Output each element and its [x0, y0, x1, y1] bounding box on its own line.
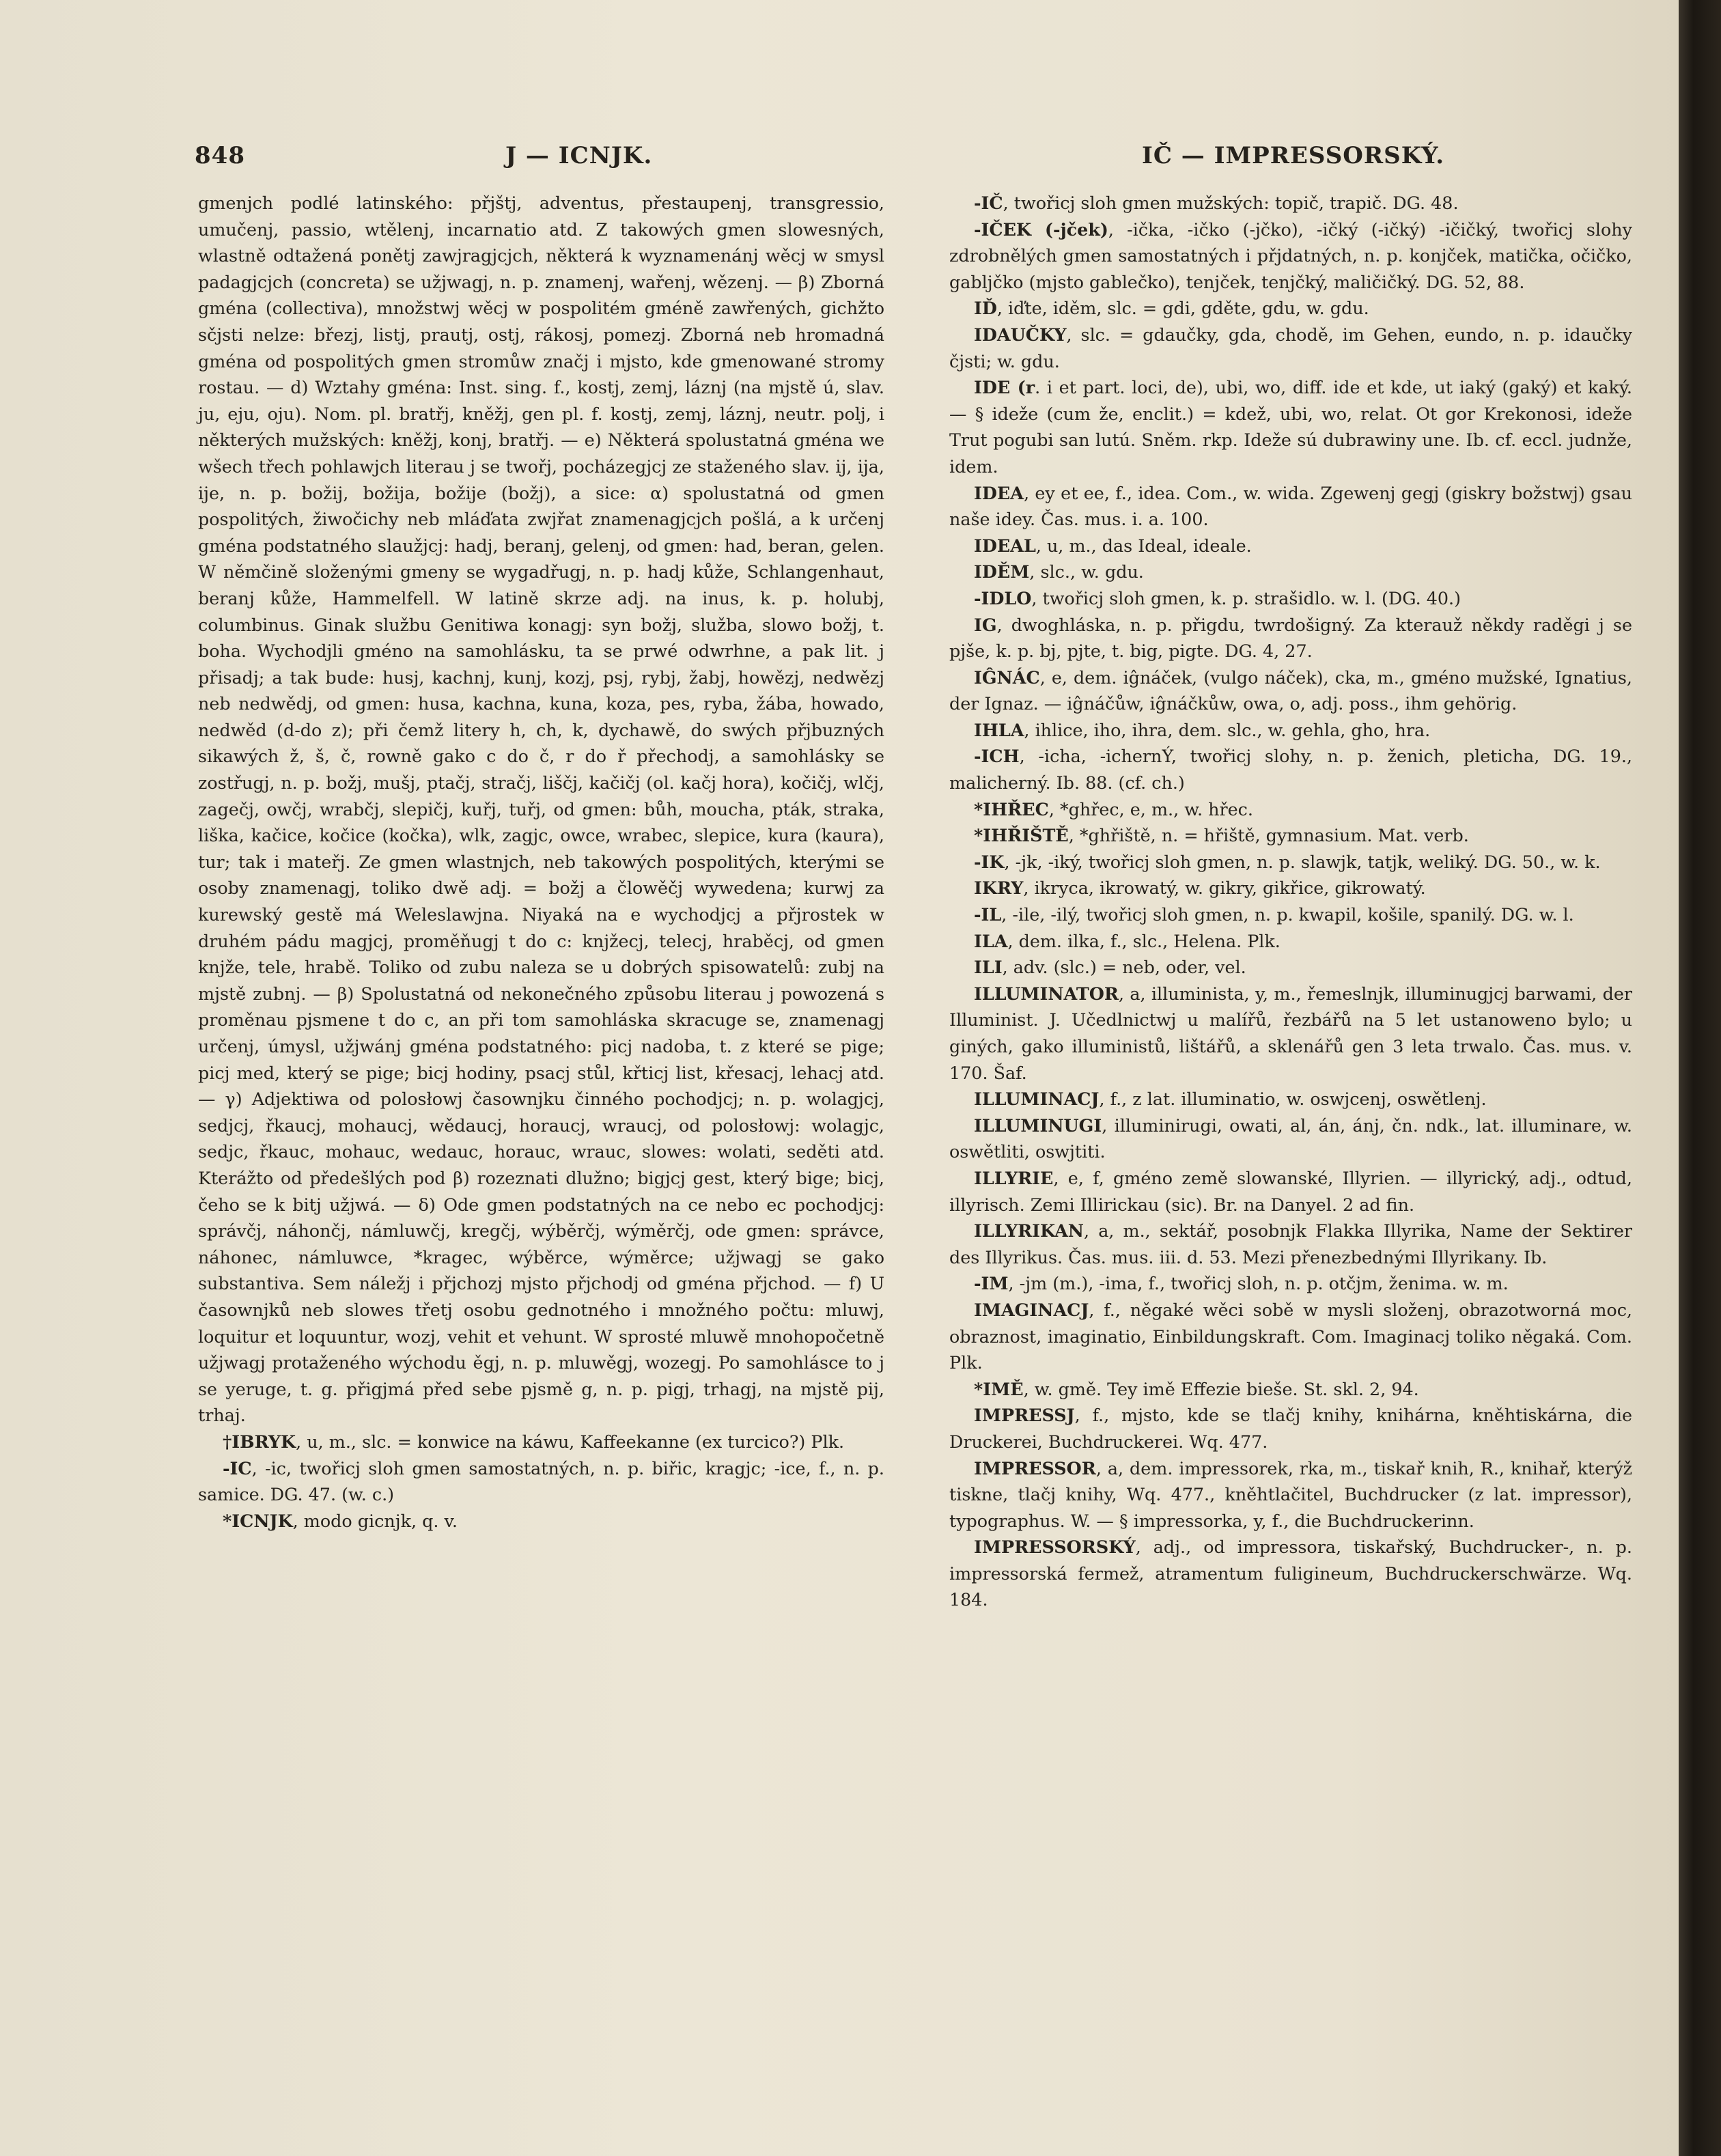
- headword: -IK: [974, 851, 1005, 872]
- headword: -IDLO: [974, 587, 1032, 608]
- left-column: [198, 190, 884, 1534]
- headword: IG: [974, 614, 997, 635]
- right-column: [949, 190, 1632, 1613]
- headword: *ICNJK: [223, 1510, 293, 1531]
- entry-impressor: IMPRESSOR, a, dem. impressorek, rka, m., tiskař knih, R., knihař, kterýž tiskne, tlačj knihy, Wq. 477., kněhtlačitel, Buchdrucker (z lat. impressor), typographus. W. — § impressorka, y, f., die Buchdruckerinn.: [949, 1457, 1632, 1531]
- headword: †IBRYK: [223, 1431, 296, 1452]
- entry-icnjk: *ICNJK, modo gicnjk, q. v.: [223, 1510, 458, 1531]
- entry-il: -IL, -ile, -ilý, twořicj sloh gmen, n. p. kwapil, košile, spanilý. DG. w. l.: [974, 904, 1574, 925]
- headword: IĎ: [974, 298, 997, 319]
- headword: -IČEK (-jček): [974, 219, 1108, 240]
- headword: ILLUMINATOR: [974, 983, 1119, 1004]
- headword: IMPRESSOR: [974, 1457, 1096, 1479]
- headword: -IC: [223, 1457, 252, 1479]
- headword: *IHŘIŠTĚ: [974, 825, 1069, 846]
- entry-ila: ILA, dem. ilka, f., slc., Helena. Plk.: [974, 930, 1281, 951]
- entry-ime: *IMĚ, w. gmě. Tey imě Effezie bieše. St. skl. 2, 94.: [974, 1378, 1419, 1399]
- page-number: 848: [195, 142, 245, 169]
- entry-ideal: IDEAL, u, m., das Ideal, ideale.: [974, 535, 1252, 556]
- right-running-title: IČ — IMPRESSORSKÝ.: [1142, 142, 1445, 169]
- entry-ihla: IHLA, ihlice, iho, ihra, dem. slc., w. gehla, gho, hra.: [974, 719, 1431, 740]
- entry-icek: -IČEK (-jček), -ička, -ičko (-jčko), -ičký (-ičký) -ičičký, twořicj slohy zdrobnělých gmen samostatných i přjdatných, n. p. konjček, matička, očičko, gabljčko (mjsto gablečko), tenjček, tenjčký, maličičký. DG. 52, 88.: [949, 219, 1632, 292]
- entry-ide: IDE (r. i et part. loci, de), ubi, wo, diff. ide et kde, ut iaký (gaký) et kaký. — § ideže (cum že, enclit.) = kdež, ubi, wo, relat. Ot gor Krekonosi, ideže Trut pogubi san lutú. Sněm. rkp. Ideže sú dubrawiny une. Ib. cf. eccl. judnže, idem.: [949, 377, 1632, 477]
- entry-illyrie: ILLYRIE, e, f, gméno země slowanské, Illyrien. — illyrický, adj., odtud, illyrisch. Zemi Illirickau (sic). Br. na Danyel. 2 ad fin.: [949, 1167, 1632, 1215]
- entry-idlo: -IDLO, twořicj sloh gmen, k. p. strašidlo. w. l. (DG. 40.): [974, 587, 1461, 608]
- entry-idem: IDĚM, slc., w. gdu.: [974, 561, 1144, 583]
- entry-illuminator: ILLUMINATOR, a, illuminista, y, m., řemeslnjk, illuminugjcj barwami, der Illuminist. J. Učedlnictwj u malířů, řezbářů na 5 let ustanoweno bylo; u giných, gako illuministů, lištářů, a sklenářů gen 3 leta trwalo. Čas. mus. v. 170. Šaf.: [949, 983, 1632, 1083]
- headword: -IL: [974, 904, 1002, 925]
- entry-impressorsky: IMPRESSORSKÝ, adj., od impressora, tiskařský, Buchdrucker-, n. p. impressorská fermež, atramentum fuligineum, Buchdruckerschwärze. Wq. 184.: [949, 1537, 1632, 1610]
- running-header: [0, 142, 1679, 183]
- book-binding-edge: [1679, 0, 1721, 2156]
- entry-ig: IG, dwoghláska, n. p. přigdu, twrdošigný. Za kterauž někdy raděgi j se pjše, k. p. bj, pjte, t. big, pigte. DG. 4, 27.: [949, 614, 1632, 662]
- entry-ik: -IK, -jk, -iký, twořicj sloh gmen, n. p. slawjk, tatjk, weliký. DG. 50., w. k.: [974, 851, 1601, 872]
- entry-imaginacj: IMAGINACJ, f., něgaké wěci sobě w mysli složenj, obrazotworná moc, obraznost, imaginatio, Einbildungskraft. Com. Imaginacj toliko něgaká. Com. Plk.: [949, 1299, 1632, 1373]
- entry-ili: ILI, adv. (slc.) = neb, oder, vel.: [974, 957, 1246, 978]
- headword: IMAGINACJ: [974, 1299, 1089, 1320]
- entry-ikry: IKRY, ikryca, ikrowatý, w. gikry, gikřice, gikrowatý.: [974, 878, 1426, 899]
- headword: -ICH: [974, 746, 1020, 767]
- entry-im: -IM, -jm (m.), -ima, f., twořicj sloh, n. p. otčjm, ženima. w. m.: [974, 1273, 1509, 1294]
- entry-idaucky: IDAUČKY, slc. = gdaučky, gda, chodě, im Gehen, eundo, n. p. idaučky čjsti; w. gdu.: [949, 324, 1632, 372]
- headword: IMPRESSJ: [974, 1405, 1075, 1426]
- headword: ILLYRIE: [974, 1167, 1054, 1188]
- entry-ignac: IĜNÁC, e, dem. iĝnáček, (vulgo náček), cka, m., gméno mužské, Ignatius, der Ignaz. — iĝnáčůw, iĝnáčkůw, owa, o, adj. poss., ihm gehörig.: [949, 667, 1632, 714]
- headword: IHLA: [974, 719, 1024, 740]
- headword: IDEA: [974, 482, 1024, 503]
- headword: IDEAL: [974, 535, 1036, 556]
- headword: IKRY: [974, 878, 1024, 899]
- entry-ibryk: †IBRYK, u, m., slc. = konwice na káwu, Kaffeekanne (ex turcico?) Plk.: [223, 1431, 845, 1452]
- entry-illyrikan: ILLYRIKAN, a, m., sektář, posobnjk Flakka Illyrika, Name der Sektirer des Illyrikus. Čas. mus. iii. d. 53. Mezi přenezbednými Illyrikany. Ib.: [949, 1220, 1632, 1268]
- entry-ic: -IC, -ic, twořicj sloh gmen samostatných, n. p. biřic, kragjc; -ice, f., n. p. samice. DG. 47. (w. c.): [198, 1457, 884, 1505]
- entry-illuminacj: ILLUMINACJ, f., z lat. illuminatio, w. oswjcenj, oswětlenj.: [974, 1089, 1487, 1110]
- headword: ILA: [974, 930, 1008, 951]
- entry-continuation: gmenjch podlé latinského: přjštj, adventus, přestaupenj, transgressio, umučenj, passio, wtělenj, incarnatio atd. Z takowých gmen slowesných, wlastně odtažená ponětj zawjragjcjch, některá k wyznamenánj wěcj w smysl padagjcjch (concreta) se užjwagj, n. p. znamenj, wařenj, wězenj. — β) Zborná gména (collectiva), množstwj wěcj w pospolitém gméně zawřených, gichžto sčjsti nelze: březj, listj, prautj, ostj, rákosj, pomezj. Zborná neb hromadná gména od pospolitých gmen stromůw značj i mjsto, kde gmenowané stromy rostau. — d) Wztahy gména: Inst. sing. f., kostj, zemj, láznj (na mjstě ú, slav. ju, eju, oju). Nom. pl. bratřj, kněžj, gen pl. f. kostj, zemj, láznj, neutr. polj, i některých mužských: kněžj, konj, bratřj. — e) Některá spolustatná gména we wšech třech pohlawjch literau j se twořj, pocházegjcj ze staženého slav. ij, ija, ije, n. p. božij, božija, božije (božj), a sice: α) spolustatná od gmen pospolitých, žiwočichy neb mláďata zwjřat znamenagjcjch pošlá, a k určenj gména podstatného slaužjcj: hadj, beranj, gelenj, od gmen: had, beran, gelen. W němčině složenými gmeny se wygadřugj, n. p. hadj kůže, Schlangenhaut, beranj kůže, Hammelfell. W latině skrze adj. na inus, k. p. holubj, columbinus. Ginak službu Genitiwa konagj: syn božj, služba, slowo božj, t. boha. Wychodjli gméno na samohlásku, ta se prwé odwrhne, a pak lit. j přisadj; a tak bude: husj, kachnj, kunj, kozj, psj, rybj, žabj, howězj, nedwězj neb nedwědj, od gmen: husa, kachna, kuna, koza, pes, ryba, žába, howado, nedwěd (d-do z); při čemž litery h, ch, k, dychawě, do swých přjbuzných sikawých ž, š, č, rowně gako c do č, r do ř přechodj, a samohlásky se zostřugj, n. p. božj, mušj, ptačj, stračj, liščj, kačičj (ol. kačj hora), kočičj, wlčj, zagečj, owčj, wrabčj, slepičj, kuřj, tuřj, od gmen: bůh, moucha, pták, straka, liška, kačice, kočice (kočka), wlk, zagjc, owce, wrabec, slepice, kura (kaura), tur; tak i mateřj. Ze gmen wlastnjch, neb takowých pospolitých, kterými se osoby znamenagj, toliko dwě adj. = božj a člowěčj wywedena; kurwj za kurewský gestě má Weleslawjna. Niyaká na e wychodjcj a přjrostek w druhém pádu magjcj, proměňugj t do c: knjžecj, telecj, hraběcj, od gmen knjže, tele, hrabě. Toliko od zubu naleza se u dobrých spisowatelů: zubj na mjstě zubnj. — β) Spolustatná od nekonečného způsobu literau j powozená s proměnau pjsmene t do c, an při tom samohláska skracuge se, znamenagj určenj, úmysl, užjwánj gména podstatného: picj nadoba, t. z které se pige; picj med, který se pige; bicj hodiny, psacj stůl, křticj list, křesacj, lehacj atd. — γ) Adjektiwa od polosłowj časownjku činného pochodjcj; n. p. wolagjcj, sedjcj, řkaucj, mohaucj, wědaucj, horaucj, wraucj, od polosłowj: wolagjc, sedjc, řkauc, mohauc, wedauc, horauc, wrauc, slowes: wolati, seděti atd. Kterážto od předešlých pod β) rozeznati dlužno; bigjcj gest, který bige; bicj, čeho se k bitj užjwá. — δ) Ode gmen podstatných na ce nebo ec pochodjcj: správčj, náhončj, námluwčj, kregčj, wýběrčj, wýměrčj, ode gmen: správce, náhonec, námluwce, *kragec, wýběrce, wýměrce; užjwagj se gako substantiva. Sem náležj i přjchozj mjsto přjchodj od gména přjchod. — f) U časownjků neb slowes třetj osobu gednotného i množného počtu: mluwj, loquitur et loquuntur, wozj, vehit et vehunt. W sprosté mluwě mnohopočetně užjwagj protaženého wýchodu ěgj, n. p. mluwěgj, wozegj. Po samohlásce to j se yeruge, t. g. přigjmá před sebe pjsmě g, n. p. pigj, trhagj, na mjstě pij, trhaj.: [198, 193, 884, 1426]
- headword: IDĚM: [974, 561, 1030, 583]
- entry-ich: -ICH, -icha, -ichernÝ, twořicj slohy, n. p. ženich, pleticha, DG. 19., malicherný. Ib. 88. (cf. ch.): [949, 746, 1632, 794]
- entry-impressj: IMPRESSJ, f., mjsto, kde se tlačj knihy, knihárna, kněhtiskárna, die Druckerei, Buchdruckerei. Wq. 477.: [949, 1405, 1632, 1452]
- entry-ihrec: *IHŘEC, *ghřec, e, m., w. hřec.: [974, 798, 1253, 820]
- headword: -IM: [974, 1273, 1009, 1294]
- left-running-title: J — ICNJK.: [505, 142, 653, 169]
- headword: *IHŘEC: [974, 798, 1049, 820]
- headword: IMPRESSORSKÝ: [974, 1537, 1136, 1558]
- headword: ILLUMINUGI: [974, 1115, 1102, 1136]
- entry-id: IĎ, iďte, iděm, slc. = gdi, gděte, gdu, w. gdu.: [974, 298, 1369, 319]
- entry-ihriste: *IHŘIŠTĚ, *ghřiště, n. = hřiště, gymnasium. Mat. verb.: [974, 825, 1469, 846]
- headword: IĜNÁC: [974, 667, 1040, 688]
- entry-idea: IDEA, ey et ee, f., idea. Com., w. wida. Zgewenj gegj (giskry božstwj) gsau naše idey. Čas. mus. i. a. 100.: [949, 482, 1632, 530]
- entry-ic-suffix: -IČ, twořicj sloh gmen mužských: topič, trapič. DG. 48.: [974, 193, 1459, 213]
- headword: IDAUČKY: [974, 324, 1067, 345]
- headword: IDE (r: [974, 377, 1035, 398]
- headword: ILLUMINACJ: [974, 1089, 1100, 1110]
- headword: *IMĚ: [974, 1378, 1024, 1399]
- headword: -IČ: [974, 193, 1003, 213]
- entry-illuminugi: ILLUMINUGI, illuminirugi, owati, al, án, ánj, čn. ndk., lat. illuminare, w. oswětliti, oswjtiti.: [949, 1115, 1632, 1162]
- headword: ILLYRIKAN: [974, 1220, 1085, 1242]
- headword: ILI: [974, 957, 1003, 978]
